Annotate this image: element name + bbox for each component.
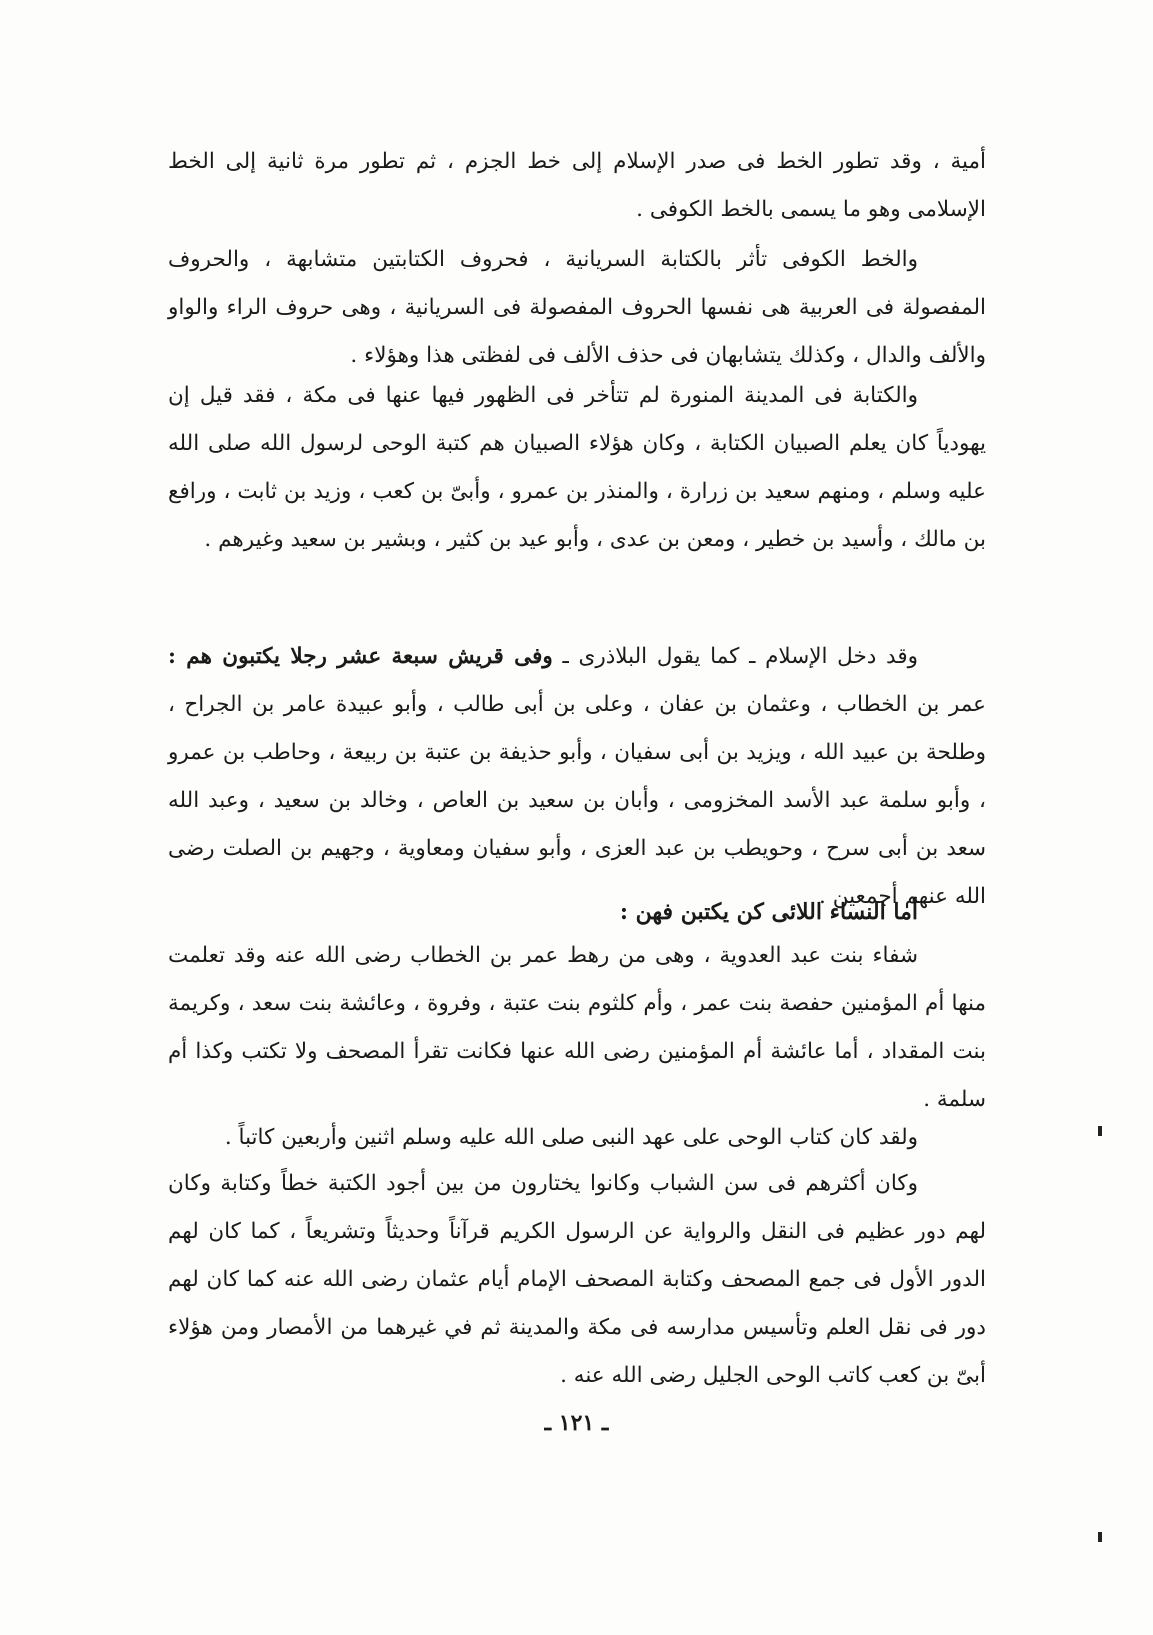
paragraph <box>168 633 986 921</box>
paragraph-text: شفاء بنت عبد العدوية ، وهى من رهط عمر بن الخطاب رضى الله عنه وقد تعلمت منها أم المؤمنين حفصة بنت عمر ، وأم كلثوم بنت عتبة ، وفروة ، وعائشة بنت سعد ، وكريمة بنت المقداد ، أما عائشة أم المؤمنين رضى الله عنها فكانت تقرأ المصحف ولا تكتب وكذا أم سلمة . <box>168 943 986 1112</box>
paragraph <box>168 1114 986 1162</box>
paragraph <box>168 1160 986 1400</box>
paragraph-text <box>168 633 986 921</box>
paragraph-text: أمية ، وقد تطور الخط فى صدر الإسلام إلى خط الجزم ، ثم تطور مرة ثانية إلى الخط الإسلامى وهو ما يسمى بالخط الكوفى . <box>168 149 986 222</box>
paragraph-text: ولقد كان كتاب الوحى على عهد النبى صلى الله عليه وسلم اثنين وأربعين كاتباً . <box>224 1125 918 1150</box>
paragraph-lead: وقد دخل الإسلام ـ كما يقول البلاذرى ـ <box>562 644 918 669</box>
page-number: ـ ١٢١ ـ <box>544 1410 609 1436</box>
paragraph-text: والكتابة فى المدينة المنورة لم تتأخر فى الظهور فيها عنها فى مكة ، فقد قيل إن يهودياً كان يعلم الصبيان الكتابة ، وكان هؤلاء الصبيان هم كتبة الوحى لرسول الله صلى الله عليه وسلم ، ومنهم سعيد بن زرارة ، والمنذر بن عمرو ، وأبىّ بن كعب ، وزيد بن ثابت ، ورافع بن مالك ، وأسيد بن خطير ، ومعن بن عدى ، وأبو عيد بن كثير ، وبشير بن سعيد وغيرهم . <box>168 383 986 552</box>
paragraph <box>168 372 986 564</box>
paragraph-text: والخط الكوفى تأثر بالكتابة السريانية ، فحروف الكتابتين متشابهة ، والحروف المفصولة فى العربية هى نفسها الحروف المفصولة فى السريانية ، وهى حروف الراء والواو والألف والدال ، وكذلك يتشابهان فى حذف الألف فى لفظتى هذا وهؤلاء . <box>168 247 986 368</box>
section-heading <box>168 888 986 936</box>
section-heading-text: أما النساء اللائى كن يكتبن فهن : <box>619 899 918 925</box>
paragraph-emphasis: وفى قريش سبعة عشر رجلا يكتبون هم : <box>168 644 553 669</box>
scan-edge-mark <box>1098 1532 1102 1542</box>
paragraph-rest: عمر بن الخطاب ، وعثمان بن عفان ، وعلى بن أبى طالب ، وأبو عبيدة عامر بن الجراح ، وطلحة بن عبيد الله ، ويزيد بن أبى سفيان ، وأبو حذيفة بن عتبة بن ربيعة ، وحاطب بن عمرو ، وأبو سلمة عبد الأسد المخزومى ، وأبان بن سعيد بن العاص ، وخالد بن سعيد ، وعبد الله سعد بن أبى سرح ، وحويطب بن عبد العزى ، وأبو سفيان ومعاوية ، وجهيم بن الصلت رضى الله عنهم أجمعين . <box>168 692 986 909</box>
scan-edge-mark <box>1098 1126 1102 1136</box>
paragraph-text: وكان أكثرهم فى سن الشباب وكانوا يختارون من بين أجود الكتبة خطاً وكتابة وكان لهم دور عظيم فى النقل والرواية عن الرسول الكريم قرآناً وحديثاً وتشريعاً ، كما كان لهم الدور الأول فى جمع المصحف وكتابة المصحف الإمام أيام عثمان رضى الله عنه كما كان لهم دور فى نقل العلم وتأسيس مدارسه فى مكة والمدينة ثم في غيرهما من الأمصار ومن هؤلاء أبىّ بن كعب كاتب الوحى الجليل رضى الله عنه . <box>168 1171 986 1388</box>
paragraph <box>168 932 986 1124</box>
paragraph <box>168 138 986 234</box>
paragraph <box>168 236 986 380</box>
